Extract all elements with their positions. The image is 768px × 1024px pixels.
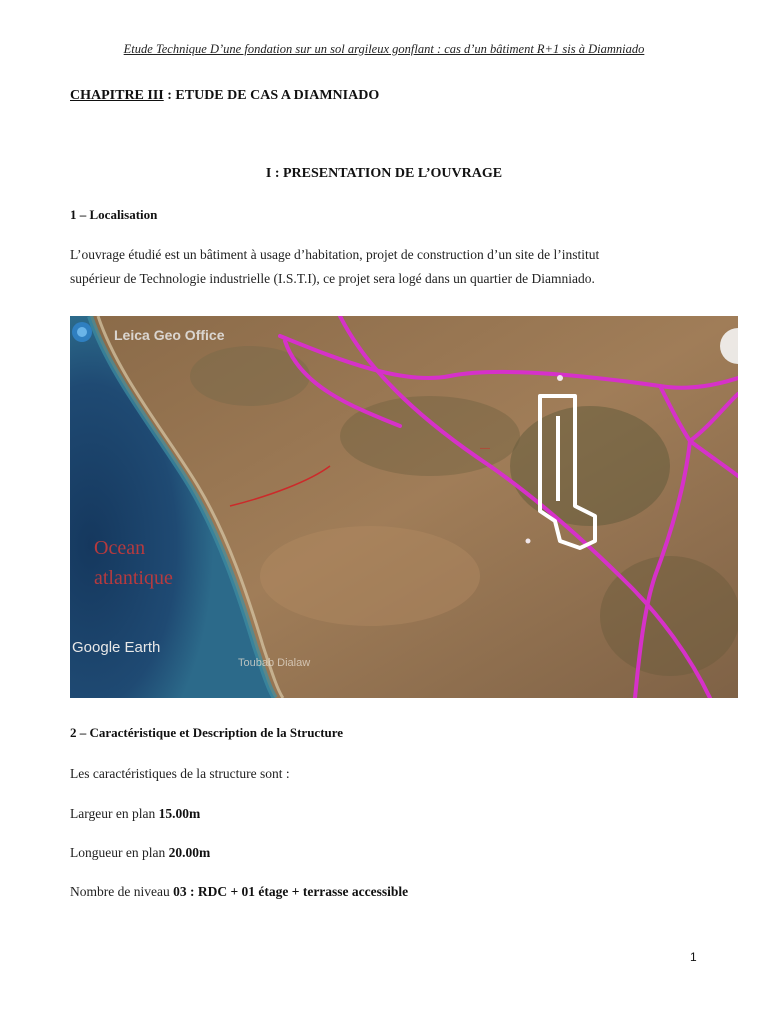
longueur-line: [70, 845, 210, 861]
map-watermark-bottom: Google Earth: [72, 639, 161, 656]
localisation-line-2: supérieur de Technologie industrielle (I.S.T.I), ce projet sera logé dans un quartier de Diamniado.: [70, 271, 595, 286]
structure-heading: 2 – Caractéristique et Description de la Structure: [70, 725, 344, 740]
niveau-value: 03 : RDC + 01 étage + terrasse accessible: [173, 884, 409, 899]
localisation-line-1: L’ouvrage étudié est un bâtiment à usage d’habitation, projet de construction d’un site de l’institut: [70, 247, 600, 262]
largeur-value: 15.00m: [158, 806, 201, 821]
localisation-paragraph: [70, 243, 710, 291]
longueur-label: Longueur en plan: [70, 845, 169, 860]
structure-intro: Les caractéristiques de la structure sont :: [70, 766, 290, 781]
chapter-title: : ETUDE DE CAS A DIAMNIADO: [163, 88, 380, 103]
chapter-heading: [70, 88, 379, 104]
niveau-line: [70, 884, 408, 900]
chapter-label: CHAPITRE III: [70, 88, 164, 103]
site-marker-label: —: [480, 443, 490, 454]
largeur-label: Largeur en plan: [70, 806, 159, 821]
location-map-image: [70, 316, 738, 698]
largeur-line: [70, 806, 200, 822]
running-header: Etude Technique D’une fondation sur un sol argileux gonflant : cas d’un bâtiment R+1 sis à Diamniado: [123, 42, 645, 56]
satellite-map: [70, 316, 738, 698]
localisation-heading: 1 – Localisation: [70, 207, 158, 222]
ocean-label-line-2: atlantique: [94, 567, 173, 589]
longueur-value: 20.00m: [168, 845, 211, 860]
map-watermark-top: Leica Geo Office: [114, 327, 225, 343]
page-number: 1: [690, 950, 697, 964]
ocean-label-line-1: Ocean: [94, 537, 146, 559]
niveau-label: Nombre de niveau: [70, 884, 174, 899]
map-place-label: Toubab Dialaw: [238, 657, 311, 669]
section-title: I : PRESENTATION DE L’OUVRAGE: [265, 166, 503, 181]
